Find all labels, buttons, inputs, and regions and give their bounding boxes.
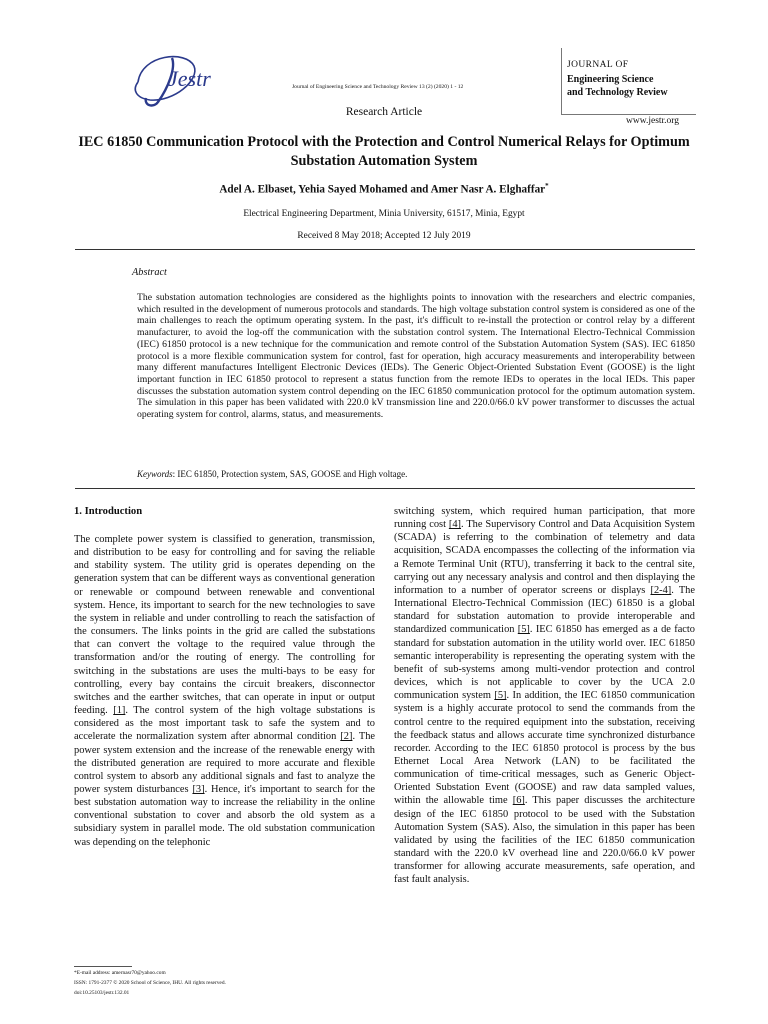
paper-authors [0,182,768,196]
abstract-text: The substation automation technologies are considered as the highlights points to innovation with the researchers and electric companies, which resulted in the development of numerous protocols and standards. The high voltage substation control system is considered as one of the main challenges to reach the optimum operating system. In the past, it's difficult to re-install the protection or control relay by a different manufacturer, to avoid the log-off the communication with the substation control system. The International Electro-Technical Commission (IEC) 61850 protocol is a new technique for the communication and remote control of the Substation Automation System (SAS). IEC 61850 protocol is a more flexible communication system for control, fast for operation, high accuracy measurements and interoperability between many different manufactures Intelligent Electronic Devices (IEDs). The Generic Object-Oriented Substation Event (GOOSE) is the light important function in IEC 61850 protocol to represent a status function from the remote IEDs to operates in the local IEDs. This paper discusses the substation automation system control depending on the IEC 61850 communication protocol for the optimum automation system. The simulation in this paper has been validated with 220.0 kV transmission line and 220.0/66.0 kV power transformer to discusses the actual operating system for control, alarms, status, and measurements. [137,292,695,421]
citation-ref[interactable]: [4] [448,519,461,531]
affiliation: Electrical Engineering Department, Minia University, 61517, Minia, Egypt [243,209,525,219]
citation-ref[interactable]: [6] [512,795,525,807]
footnote-rule [74,966,132,967]
abstract-heading: Abstract [132,267,167,278]
paragraph-text: The complete power system is classified to generation, transmission, and distribution to be easy for controlling and for saving the reliable and stability system. The utility grid is operates depending on the generation system that can be different ways as conventional generation or renewable or compound between renewable and conventional system. Hence, its important to search for the new technologies to save the system in reliable and under controlling to reach the satisfaction of the consumers. The links points in the grid are called the substations that can convert the voltage to the required value through the transformation and/or the routing of energy. The controlling for switching in the substations are uses the multi-bays to be easy for controlling, every bay contains the circuit breakers, disconnector switches and the earther switches, that can operate in input or output feeding. [74,534,375,717]
paper-title: IEC 61850 Communication Protocol with the Protection and Control Numerical Relays for Optimum Substation Automation System [78,134,690,169]
footnote-doi: doi:10.25103/jestr.132.01 [74,990,130,996]
logo-text: Jestr [168,66,211,91]
citation-ref[interactable]: [3] [192,783,205,795]
paragraph-text: . IEC 61850 has emerged as a de facto standard for substation automation in the utility world over. IEC 61850 semantic interoperability is representing the operating system with the benefit of sub-systems among multi-vendor protection and control devices, which is not applicable to cover by the UCA 2.0 communication system [394,624,695,702]
divider-bottom [75,488,695,489]
section-heading-introduction: 1. Introduction [74,506,143,517]
citation-ref[interactable]: [5] [494,690,507,702]
citation-ref[interactable]: [2] [340,731,353,743]
article-type [0,106,768,118]
citation-ref[interactable]: [1] [113,705,126,717]
journal-of-label: JOURNAL OF [567,60,629,70]
paragraph-text: . This paper discusses the architecture design of the IEC 61850 protocol to be used with the Substation Automation System (SAS). Also, the simulation in this paper has been validated by using the facilities of the IEC 61850 communication standard with the 220.0 kV overhead line and 220.0/66.0 kV power transformer for allowing accurate measurements, safe operation, and fast fault analysis. [394,795,695,886]
paragraph-text: . The International Electro-Technical Commission (IEC) 61850 is a global standard for substation automation to provide interoperable and standardized communication [394,584,695,636]
journal-url[interactable]: www.jestr.org [626,116,680,126]
paragraph-text: switching system, which required human participation, that more running cost [394,506,695,531]
article-type-label: Research Article [345,106,423,118]
citation-ref[interactable]: [2-4] [650,584,672,596]
paragraph-text: . The Supervisory Control and Data Acquisition System (SCADA) is referring to the combination of telemetry and data acquisition, SCADA encompasses the collecting of the information via a Remote Terminal Unit (RTU), transferring it back to the central site, carrying out any necessary analysis and control and then displaying the information to a number of operator screens or displays [394,519,695,596]
paragraph-text: . In addition, the IEC 61850 communication system is a highly accurate protocol to send the commands from the control centre to the required equipment into the substation, receiving the feedback status and allows accurate time synchronized disturbance recorder. According to the IEC 61850 protocol is process by the bus Ethernet Local Area Network (LAN) to be facilitated the communication of time-critical messages, such as Generic Object-Oriented Substation Event (GOOSE) and raw data sampled values, within the allowable time [394,690,695,807]
journal-citation: Journal of Engineering Science and Technology Review 13 (2) (2020) 1 - 12 [292,84,464,90]
citation-ref[interactable]: [5] [517,624,530,636]
paragraph-text: . The power system extension and the increase of the renewable energy with the distributed generation are required to more accurate and flexible control system to absorb any additional signals and fast to analyze the power system disturbances [74,731,376,795]
intro-right-column [394,505,695,887]
divider-top [75,249,695,250]
keywords-label: Keywords [137,469,173,479]
keywords [137,469,697,479]
keywords-list: : IEC 61850, Protection system, SAS, GOOSE and High voltage. [172,469,408,479]
paragraph-text: . Hence, it's important to search for the best substation automation way to increase the reliability in the online conventional substation to cover and absorb the old system as a subsidiary system in parallel mode. The old substation communication was depending on the telephonic [74,783,376,848]
received-dates: Received 8 May 2018; Accepted 12 July 2019 [297,231,471,241]
paragraph-text: . The control system of the high voltage substations is considered as the most important task to safe the system and to accelerate the normalization system after abnormal condition [74,705,375,743]
author-names: Adel A. Elbaset, Yehia Sayed Mohamed and Amer Nasr A. Elghaffar [219,183,546,196]
intro-left-column [74,533,375,849]
footnote-issn: ISSN: 1791-2377 © 2020 School of Science, IHU. All rights reserved. [74,980,226,986]
jestr-logo [128,48,238,110]
footnote-email: *E-mail address: amernasr70@yahoo.com [74,970,166,976]
journal-name-line1: Engineering Science [567,74,654,85]
journal-name-line2: and Technology Review [567,87,668,98]
corresponding-mark: * [545,182,549,190]
